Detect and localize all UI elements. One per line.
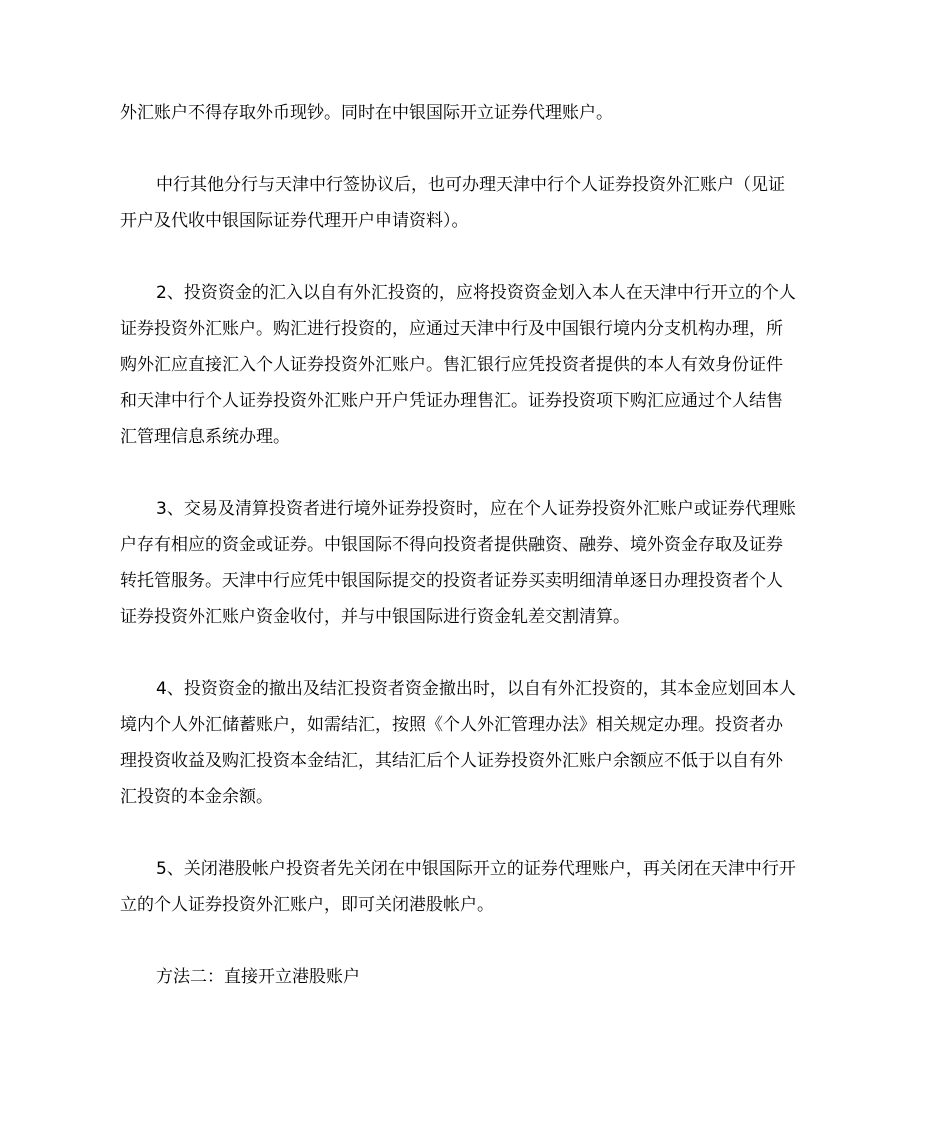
text-line: 开户及代收中银国际证券代理开户申请资料）。 bbox=[120, 211, 469, 231]
text-line: 3、交易及清算投资者进行境外证券投资时，应在个人证券投资外汇账户或证券代理账 bbox=[156, 499, 796, 519]
paragraph-fund-remittance bbox=[120, 275, 840, 455]
text-line: 证券投资外汇账户资金收付，并与中银国际进行资金轧差交割清算。 bbox=[120, 607, 630, 627]
text-line: 购外汇应直接汇入个人证券投资外汇账户。售汇银行应凭投资者提供的本人有效身份证件 bbox=[120, 355, 783, 375]
text-line: 2、投资资金的汇入以自有外汇投资的，应将投资资金划入本人在天津中行开立的个人 bbox=[156, 283, 796, 303]
paragraph-trading-clearing bbox=[120, 491, 840, 635]
text-line: 汇管理信息系统办理。 bbox=[120, 427, 290, 447]
text-line: 户存有相应的资金或证券。中银国际不得向投资者提供融资、融券、境外资金存取及证券 bbox=[120, 535, 783, 555]
text-line: 4、投资资金的撤出及结汇投资者资金撤出时，以自有外汇投资的，其本金应划回本人 bbox=[156, 679, 796, 699]
text-line: 证券投资外汇账户。购汇进行投资的，应通过天津中行及中国银行境内分支机构办理，所 bbox=[120, 319, 783, 339]
text-line: 5、关闭港股帐户投资者先关闭在中银国际开立的证券代理账户，再关闭在天津中行开 bbox=[156, 859, 796, 879]
text-line: 转托管服务。天津中行应凭中银国际提交的投资者证券买卖明细清单逐日办理投资者个人 bbox=[120, 571, 783, 591]
paragraph-fund-withdrawal bbox=[120, 671, 840, 815]
text-line: 方法二：直接开立港股账户 bbox=[156, 967, 360, 987]
text-line: 外汇账户不得存取外币现钞。同时在中银国际开立证券代理账户。 bbox=[120, 103, 613, 123]
text-line: 境内个人外汇储蓄账户，如需结汇，按照《个人外汇管理办法》相关规定办理。投资者办 bbox=[120, 715, 783, 735]
text-line: 汇投资的本金余额。 bbox=[120, 787, 273, 807]
paragraph-continuation bbox=[120, 95, 840, 131]
paragraph-branch-agreement bbox=[120, 167, 840, 239]
text-line: 和天津中行个人证券投资外汇账户开户凭证办理售汇。证券投资项下购汇应通过个人结售 bbox=[120, 391, 783, 411]
text-line: 中行其他分行与天津中行签协议后，也可办理天津中行个人证券投资外汇账户（见证 bbox=[156, 175, 785, 195]
paragraph-method-two bbox=[120, 959, 840, 995]
text-line: 理投资收益及购汇投资本金结汇，其结汇后个人证券投资外汇账户余额应不低于以自有外 bbox=[120, 751, 783, 771]
paragraph-close-account bbox=[120, 851, 840, 923]
text-line: 立的个人证券投资外汇账户，即可关闭港股帐户。 bbox=[120, 895, 494, 915]
